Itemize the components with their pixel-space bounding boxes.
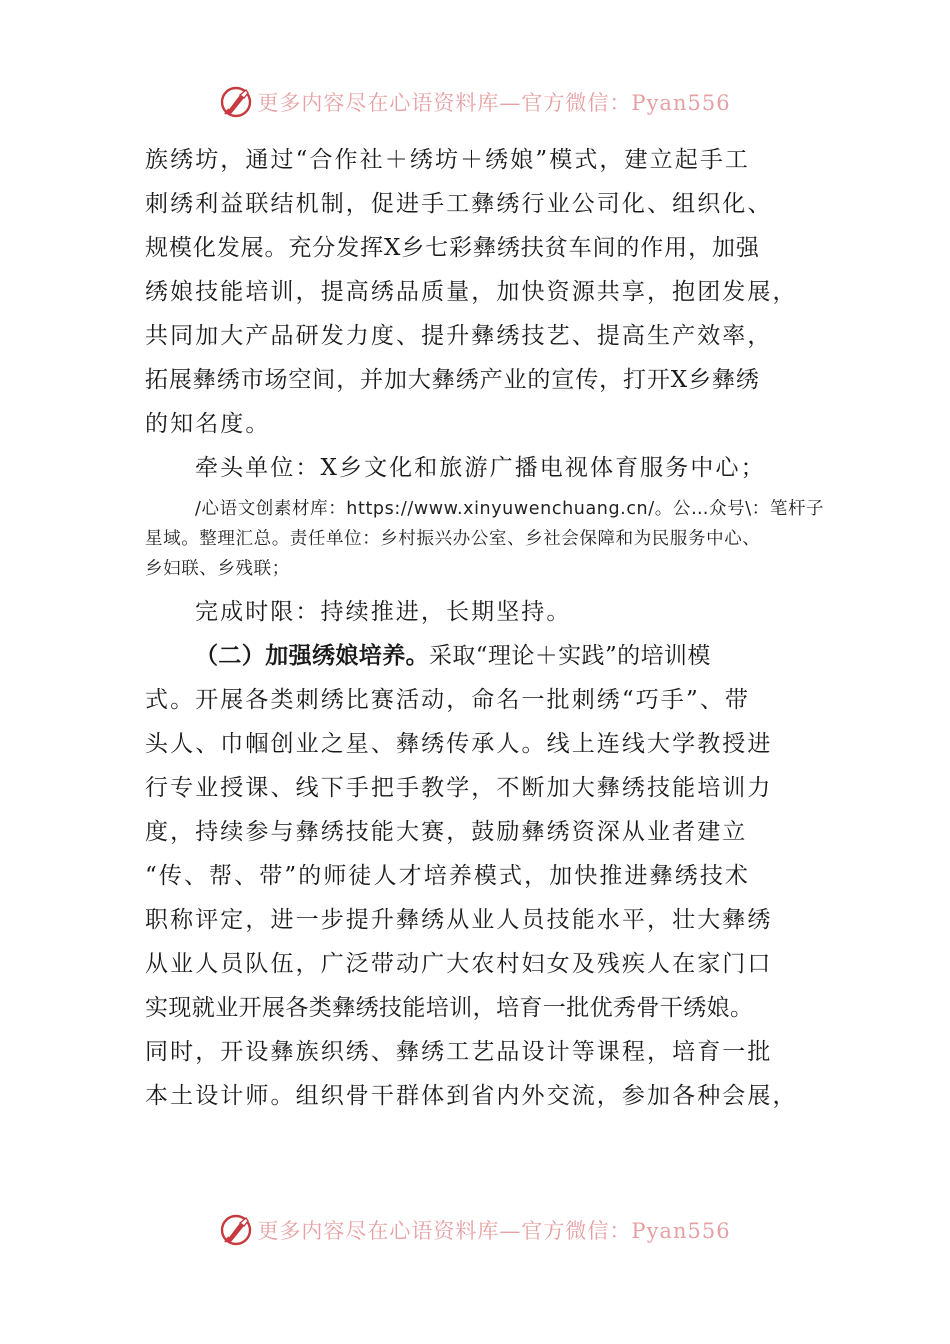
body-line: 同时，开设彝族织绣、彝绣工艺品设计等课程，培育一批 [145,1039,773,1065]
body-line: 头人、巾帼创业之星、彝绣传承人。线上连线大学教授进 [145,731,773,757]
lead-unit-line: 牵头单位：X乡文化和旅游广播电视体育服务中心； [195,455,766,481]
body-line: 规模化发展。充分发挥X乡七彩彝绣扶贫车间的作用，加强 [145,235,760,261]
body-line: 绣娘技能培训，提高绣品质量，加快资源共享，抱团发展， [145,279,798,305]
body-line: 行专业授课、线下手把手教学，不断加大彝绣技能培训力 [145,775,773,801]
body-line: 族绣坊，通过“合作社＋绣坊＋绣娘”模式，建立起手工 [145,147,751,173]
body-line: 从业人员队伍，广泛带动广大农村妇女及残疾人在家门口 [145,951,773,977]
watermark-line: /心语文创素材库：https://www.xinyuwenchuang.cn/。公…众号\：笔杆子 [195,499,825,519]
footer-banner [0,1210,950,1250]
header-banner [0,82,950,122]
banner-text: 更多内容尽在心语资料库—官方微信：Pyan556 [257,91,731,115]
body-line: 度，持续参与彝绣技能大赛，鼓励彝绣资深从业者建立 [145,819,748,845]
deadline-line: 完成时限：持续推进，长期坚持。 [195,599,572,625]
body-line: 本土设计师。组织骨干群体到省内外交流，参加各种会展， [145,1083,798,1109]
body-line: 共同加大产品研发力度、提升彝绣技艺、提高生产效率， [145,323,773,349]
body-line: 的知名度。 [145,411,271,437]
document-body [145,138,825,1118]
body-line: 职称评定，进一步提升彝绣从业人员技能水平，壮大彝绣 [145,907,773,933]
section-text: 采取“理论＋实践”的培训模 [429,643,711,669]
pen-nib-logo-icon [219,1213,253,1247]
banner-text: 更多内容尽在心语资料库—官方微信：Pyan556 [257,1219,731,1243]
section-heading-line [145,634,815,678]
section-heading: （二）加强绣娘培养。 [195,642,429,669]
body-line: 实现就业开展各类彝绣技能培训，培育一批优秀骨干绣娘。 [145,995,754,1021]
responsible-unit-line: 乡妇联、乡残联； [145,559,290,579]
body-line: 式。开展各类刺绣比赛活动，命名一批刺绣“巧手”、带 [145,687,751,713]
responsible-unit-line: 星域。整理汇总。责任单位：乡村振兴办公室、乡社会保障和为民服务中心、 [145,529,761,549]
body-line: “传、帮、带”的师徒人才培养模式，加快推进彝绣技术 [145,863,751,889]
pen-nib-logo-icon [219,85,253,119]
body-line: 拓展彝绣市场空间，并加大彝绣产业的宣传，打开X乡彝绣 [145,367,760,393]
body-line: 刺绣利益联结机制，促进手工彝绣行业公司化、组织化、 [145,191,773,217]
